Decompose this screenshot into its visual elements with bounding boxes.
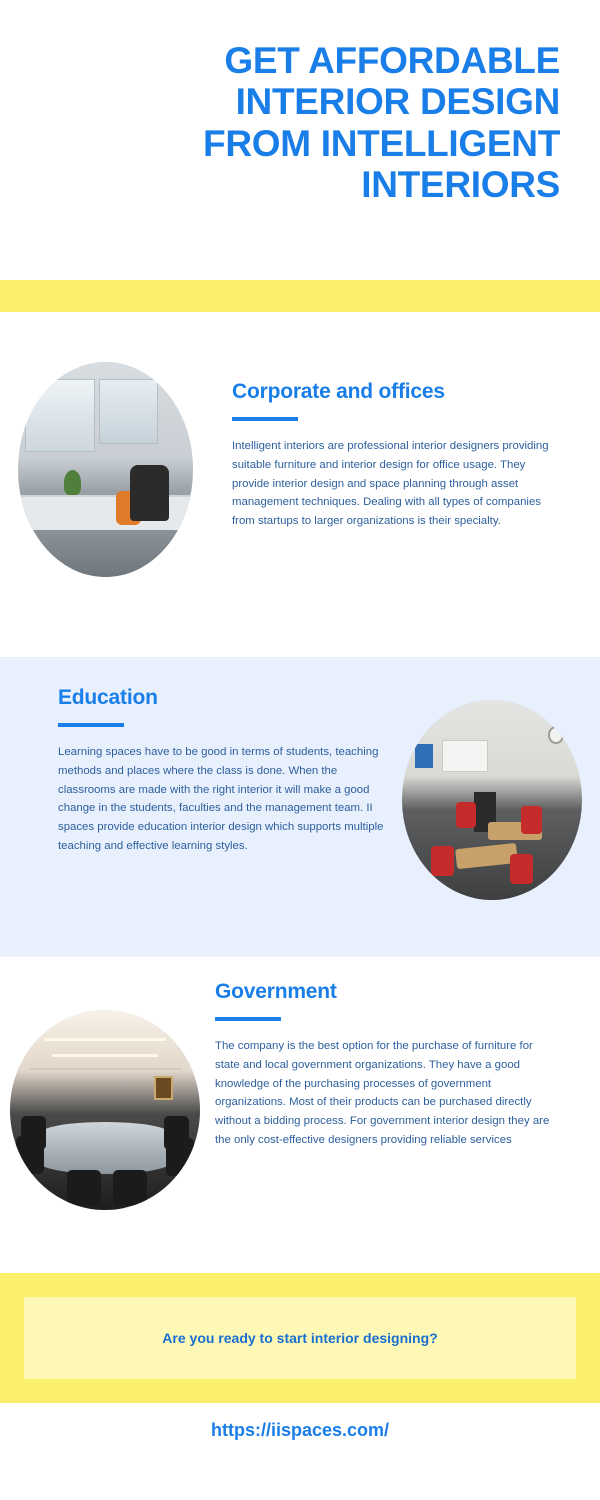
education-text-block <box>58 686 388 856</box>
corporate-image-wrap <box>18 362 193 577</box>
corporate-rule <box>232 417 298 421</box>
boardroom-interior-photo <box>10 1010 200 1210</box>
headline-line-2: INTERIOR DESIGN <box>235 81 560 123</box>
website-url-link[interactable]: https://iispaces.com/ <box>210 1420 390 1440</box>
education-rule <box>58 723 124 727</box>
headline-line-1: GET AFFORDABLE <box>224 40 560 81</box>
corporate-body: Intelligent interiors are professional interior designers providing suitable furniture and interior design for office usage. They provide interior design and space planning through asset management techniques. Dealing with all types of companies from startups to larger organizations is their specialty. <box>232 440 549 528</box>
corporate-text-block <box>232 380 562 531</box>
corporate-title: Corporate and offices <box>232 380 445 403</box>
classroom-interior-photo <box>402 700 582 900</box>
headline-line-3: FROM INTELLIGENT <box>203 122 560 164</box>
government-rule <box>215 1017 281 1021</box>
government-title: Government <box>215 980 337 1003</box>
government-text-block <box>215 980 555 1150</box>
headline-line-4: INTERIORS <box>361 164 560 206</box>
education-title: Education <box>58 686 158 709</box>
government-body: The company is the best option for the purchase of furniture for state and local government organizations. They have a good knowledge of the purchasing processes of government organizations. Most of their products can be purchased directly without a bidding process. For government interior design they are the only cost-effective designers providing reliable services <box>215 1040 550 1147</box>
cta-box[interactable] <box>24 1297 576 1379</box>
education-image-wrap <box>402 700 582 900</box>
cta-text: Are you ready to start interior designing? <box>162 1330 438 1346</box>
government-image-wrap <box>10 1010 200 1210</box>
education-body: Learning spaces have to be good in terms of students, teaching methods and places where the class is done. When the classrooms are made with the right interior it will make a good change in the students, faculties and the management team. II spaces provide education interior design which supports multiple teaching and effective learning styles. <box>58 746 384 853</box>
office-interior-photo <box>18 362 193 577</box>
